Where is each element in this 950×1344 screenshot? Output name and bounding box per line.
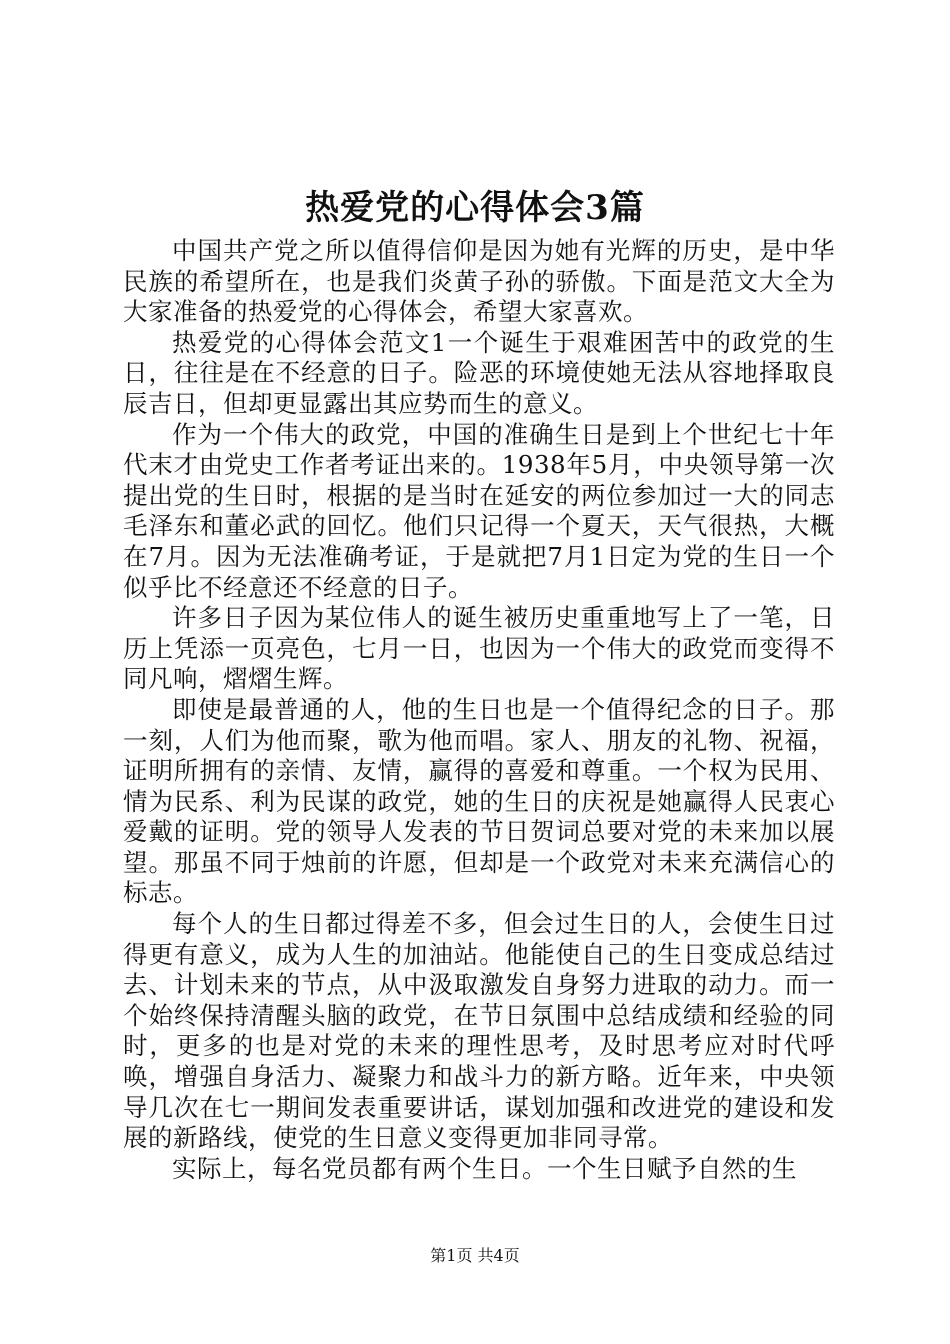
paragraph-intro: 中国共产党之所以值得信仰是因为她有光辉的历史，是中华民族的希望所在，也是我们炎黄子孙的骄傲。下面是范文大全为大家准备的热爱党的心得体会，希望大家喜欢。	[123, 236, 835, 327]
document-body	[123, 236, 835, 1184]
paragraph-meaningful-birthday: 每个人的生日都过得差不多，但会过生日的人，会使生日过得更有意义，成为人生的加油站。他能使自己的生日变成总结过去、计划未来的节点，从中汲取激发自身努力进取的动力。而一个始终保持清醒头脑的政党，在节日氛围中总结成绩和经验的同时，更多的也是对党的未来的理性思考，及时思考应对时代呼唤，增强自身活力、凝聚力和战斗力的新方略。近年来，中央领导几次在七一期间发表重要讲话，谋划加强和改进党的建设和发展的新路线，使党的生日意义变得更加非同寻常。	[123, 909, 835, 1153]
page-title: 热爱党的心得体会3篇	[305, 188, 645, 228]
page-footer: 第1页 共4页	[430, 1246, 520, 1265]
paragraph-ordinary-people: 即使是最普通的人，他的生日也是一个值得纪念的日子。那一刻，人们为他而聚，歌为他而唱。家人、朋友的礼物、祝福，证明所拥有的亲情、友情，赢得的喜爱和尊重。一个权为民用、情为民系、利为民谋的政党，她的生日的庆祝是她赢得人民衷心爱戴的证明。党的领导人发表的节日贺词总要对党的未来加以展望。那虽不同于烛前的许愿，但却是一个政党对未来充满信心的标志。	[123, 694, 835, 908]
paragraph-july-first: 许多日子因为某位伟人的诞生被历史重重地写上了一笔，日历上凭添一页亮色，七月一日，也因为一个伟大的政党而变得不同凡响，熠熠生辉。	[123, 603, 835, 694]
paragraph-party-birthday: 作为一个伟大的政党，中国的准确生日是到上个世纪七十年代末才由党史工作者考证出来的。1938年5月，中央领导第一次提出党的生日时，根据的是当时在延安的两位参加过一大的同志毛泽东和董必武的回忆。他们只记得一个夏天，天气很热，大概在7月。因为无法准确考证，于是就把7月1日定为党的生日一个似乎比不经意还不经意的日子。	[123, 419, 835, 602]
paragraph-sample-1: 热爱党的心得体会范文1一个诞生于艰难困苦中的政党的生日，往往是在不经意的日子。险恶的环境使她无法从容地择取良辰吉日，但却更显露出其应势而生的意义。	[123, 327, 835, 418]
paragraph-two-birthdays: 实际上，每名党员都有两个生日。一个生日赋予自然的生	[172, 1153, 797, 1183]
